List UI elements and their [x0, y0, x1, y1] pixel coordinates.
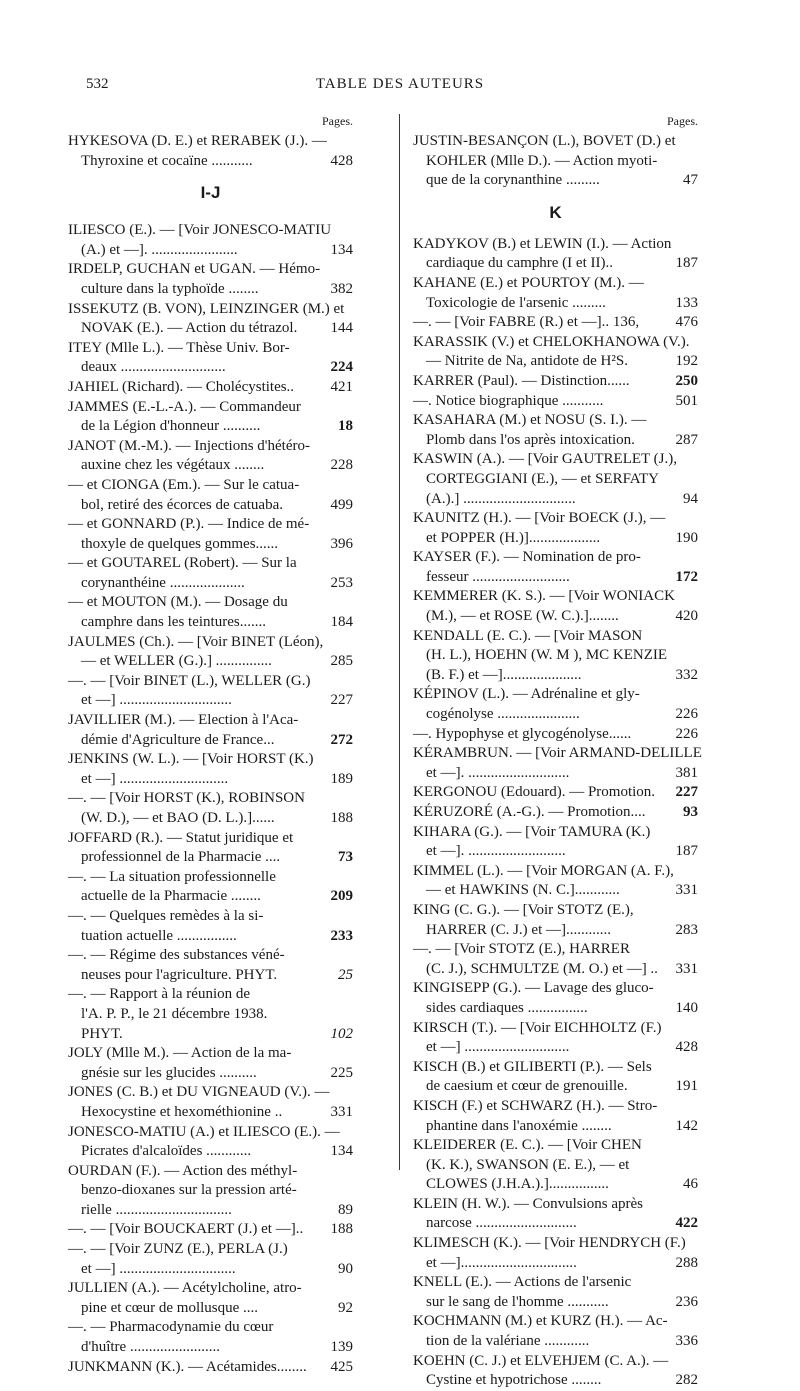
entry-line: JONESCO-MATIU (A.) et ILIESCO (E.). — — [68, 1123, 340, 1140]
index-entry — [68, 593, 353, 632]
entry-line: KLEIDERER (E. C.). — [Voir CHEN — [413, 1137, 642, 1154]
entry-continuation-line: PHYT. — [81, 1025, 123, 1042]
entry-line: KAYSER (F.). — Nomination de pro- — [413, 549, 641, 566]
index-entry — [413, 235, 698, 274]
entry-continuation-line: tuation actuelle ................ — [81, 927, 237, 944]
entry-continuation-line: phantine dans l'anoxémie ........ — [426, 1117, 612, 1134]
entry-line: KÉRAMBRUN. — [Voir ARMAND-DELILLE — [413, 745, 702, 762]
entry-line: —. Hypophyse et glycogénolyse...... — [413, 725, 632, 742]
entry-continuation-line: — Nitrite de Na, antidote de H²S. — [426, 353, 628, 370]
entry-page-number: 224 — [330, 359, 353, 376]
entry-line: KISCH (B.) et GILIBERTI (P.). — Sels — [413, 1058, 652, 1075]
right-top-entries — [413, 132, 698, 191]
entry-line: —. — [Voir BOUCKAERT (J.) et —].. — [68, 1221, 304, 1238]
index-entry — [413, 1019, 698, 1058]
entry-continuation-line: culture dans la typhoïde ........ — [81, 280, 259, 297]
entry-line: KERGONOU (Edouard). — Promotion. — [413, 784, 656, 801]
section-heading-k: K — [549, 202, 562, 222]
entry-continuation-line: CLOWES (J.H.A.).]................ — [426, 1176, 609, 1193]
entry-page-number: 73 — [338, 849, 353, 866]
entry-continuation-line: auxine chez les végétaux ........ — [81, 457, 265, 474]
index-entry — [413, 1312, 698, 1351]
entry-continuation-line: de la Légion d'honneur .......... — [81, 418, 261, 435]
entry-page-number: 332 — [675, 666, 698, 683]
entry-page-number: 233 — [330, 927, 353, 944]
entry-continuation-line: que de la corynanthine ......... — [426, 172, 600, 189]
entry-page-number: 331 — [675, 960, 698, 977]
entry-line: — et CIONGA (Em.). — Sur le catua- — [68, 476, 300, 493]
index-entry — [68, 1279, 353, 1318]
entry-continuation-line: Toxicologie de l'arsenic ......... — [426, 294, 606, 311]
entry-line: —. — La situation professionnelle — [68, 868, 276, 885]
entry-continuation-line: benzo-dioxanes sur la pression arté- — [81, 1182, 297, 1199]
entry-page-number: 331 — [330, 1103, 353, 1120]
index-entry — [68, 1220, 353, 1240]
entry-continuation-line: sides cardiaques ................ — [426, 999, 588, 1016]
index-entry — [413, 862, 698, 901]
entry-line: OURDAN (F.). — Action des méthyl- — [68, 1162, 298, 1179]
index-entry — [68, 633, 353, 672]
entry-line: KINGISEPP (G.). — Lavage des gluco- — [413, 980, 654, 997]
entry-page-number: 93 — [683, 804, 698, 820]
entry-line: KLEIN (H. W.). — Convulsions après — [413, 1195, 643, 1212]
entry-page-number: 226 — [675, 725, 698, 742]
entry-line: —. — [Voir BINET (L.), WELLER (G.) — [68, 672, 311, 689]
entry-line: JULLIEN (A.). — Acétylcholine, atro- — [68, 1280, 302, 1297]
index-entry — [68, 711, 353, 750]
index-entry — [68, 1044, 353, 1083]
entry-page-number: 134 — [330, 241, 353, 258]
index-entry — [68, 378, 353, 398]
entry-line: —. — Quelques remèdes à la si- — [68, 907, 264, 924]
entry-line: IRDELP, GUCHAN et UGAN. — Hémo- — [68, 261, 321, 278]
left-column — [68, 110, 353, 1377]
entry-continuation-line: l'A. P. P., le 21 décembre 1938. — [81, 1005, 268, 1022]
entry-page-number: 336 — [675, 1333, 698, 1350]
entry-page-number: 47 — [683, 172, 698, 189]
index-entry — [413, 1234, 698, 1273]
entry-continuation-line: (A.).] .............................. — [426, 490, 576, 507]
entry-line: KÉPINOV (L.). — Adrénaline et gly- — [413, 686, 640, 703]
index-entry — [68, 260, 353, 299]
entry-line: KAHANE (E.) et POURTOY (M.). — — [413, 274, 644, 291]
entry-continuation-line: et —] ............................ — [426, 1039, 570, 1056]
entry-page-number: 250 — [675, 372, 698, 389]
index-entry — [68, 946, 353, 985]
entry-line: KASWIN (A.). — [Voir GAUTRELET (J.), — [413, 451, 677, 468]
column-divider — [399, 114, 400, 1170]
entry-continuation-line: et —] ............................... — [81, 1260, 236, 1277]
entry-continuation-line: CORTEGGIANI (E.), — et SERFATY — [426, 470, 659, 487]
entry-page-number: 25 — [338, 966, 353, 983]
entry-page-number: 191 — [675, 1078, 698, 1095]
index-entry — [68, 985, 353, 1044]
entry-page-number: 140 — [675, 999, 698, 1016]
entry-line: KOEHN (C. J.) et ELVEHJEM (C. A.). — — [413, 1352, 669, 1369]
entry-continuation-line: pine et cœur de mollusque .... — [81, 1299, 259, 1316]
entry-page-number: 89 — [338, 1201, 353, 1218]
entry-continuation-line: (H. L.), HOEHN (W. M ), MC KENZIE — [426, 647, 668, 664]
entry-continuation-line: NOVAK (E.). — Action du tétrazol. — [81, 320, 298, 337]
index-entry — [68, 300, 353, 339]
entry-page-number: 209 — [330, 888, 353, 905]
entry-line: JANOT (M.-M.). — Injections d'hétéro- — [68, 437, 310, 454]
index-entry — [413, 901, 698, 940]
left-top-entries — [68, 132, 353, 171]
entry-line: KAUNITZ (H.). — [Voir BOECK (J.), — — [413, 510, 666, 527]
entry-continuation-line: (W. D.), — et BAO (D. L.).]...... — [81, 810, 275, 826]
entry-line: KARRER (Paul). — Distinction...... — [413, 372, 630, 389]
entry-line: JAHIEL (Richard). — Cholécystites.. — [68, 378, 295, 395]
index-entry — [413, 1273, 698, 1312]
index-entry — [68, 1240, 353, 1279]
section-heading-ij: I-J — [200, 183, 221, 203]
entry-page-number: 381 — [675, 764, 698, 781]
entry-continuation-line: bol, retiré des écorces de catuaba. — [81, 496, 283, 513]
index-entry — [68, 1162, 353, 1221]
index-entry — [68, 339, 353, 378]
entry-page-number: 428 — [675, 1039, 698, 1056]
entry-page-number: 283 — [675, 921, 698, 938]
entry-page-number: 228 — [330, 457, 353, 474]
entry-page-number: 192 — [675, 353, 698, 370]
entry-continuation-line: deaux ............................ — [81, 359, 226, 376]
entry-line: JOFFARD (R.). — Statut juridique et — [68, 829, 294, 846]
index-entry — [68, 554, 353, 593]
index-entry — [68, 1083, 353, 1122]
entry-continuation-line: sur le sang de l'homme ........... — [426, 1293, 609, 1310]
entry-page-number: 382 — [330, 280, 353, 297]
entry-page-number: 172 — [675, 568, 698, 585]
entry-continuation-line: de caesium et cœur de grenouille. — [426, 1078, 628, 1095]
entry-line: KNELL (E.). — Actions de l'arsenic — [413, 1274, 632, 1291]
index-entry — [413, 1136, 698, 1195]
index-entry — [413, 783, 698, 803]
entry-page-number: 272 — [330, 731, 353, 748]
entry-continuation-line: et POPPER (H.)]................... — [426, 529, 601, 546]
index-entry — [413, 411, 698, 450]
index-entry — [68, 221, 353, 260]
entry-line: — et GOUTAREL (Robert). — Sur la — [68, 555, 297, 572]
index-entry — [413, 333, 698, 372]
entry-line: —. Notice biographique ........... — [413, 392, 604, 409]
index-entry — [413, 132, 698, 191]
entry-continuation-line: et —] .............................. — [81, 692, 232, 709]
entry-continuation-line: gnésie sur les glucides .......... — [81, 1064, 257, 1081]
index-entry — [68, 868, 353, 907]
index-entry — [413, 685, 698, 724]
right-column — [413, 110, 702, 1391]
index-entry — [68, 907, 353, 946]
index-entry — [413, 1352, 698, 1391]
entry-line: KENDALL (E. C.). — [Voir MASON — [413, 627, 643, 644]
index-entry — [413, 372, 698, 392]
entry-page-number: 501 — [675, 392, 698, 409]
entry-continuation-line: fesseur .......................... — [426, 568, 570, 585]
entry-continuation-line: (A.) et —]. ....................... — [81, 241, 238, 258]
entry-page-number: 288 — [675, 1254, 698, 1271]
entry-continuation-line: (K. K.), SWANSON (E. E.), — et — [426, 1156, 630, 1173]
entry-continuation-line: rielle ............................... — [81, 1201, 232, 1218]
entry-page-number: 184 — [330, 614, 353, 631]
index-entry — [68, 1358, 353, 1378]
index-entry — [68, 476, 353, 515]
entry-line: JENKINS (W. L.). — [Voir HORST (K.) — [68, 751, 314, 768]
index-entry — [413, 274, 698, 313]
entry-continuation-line: démie d'Agriculture de France... — [81, 731, 275, 748]
entry-continuation-line: actuelle de la Pharmacie ........ — [81, 888, 261, 905]
entry-continuation-line: et —]. ........................... — [426, 764, 570, 781]
entry-page-number: 226 — [675, 706, 698, 723]
running-title: TABLE DES AUTEURS — [315, 76, 485, 92]
entry-line: JAVILLIER (M.). — Election à l'Aca- — [68, 712, 299, 729]
entry-page-number: 422 — [675, 1215, 698, 1232]
entry-line: KIRSCH (T.). — [Voir EICHHOLTZ (F.) — [413, 1019, 662, 1036]
index-entry — [413, 940, 698, 979]
entry-continuation-line: KOHLER (Mlle D.). — Action myoti- — [426, 152, 658, 169]
entry-page-number: 188 — [330, 810, 353, 826]
index-entry — [68, 789, 353, 828]
entry-continuation-line: corynanthéine .................... — [81, 574, 245, 591]
entry-page-number: 133 — [675, 294, 698, 311]
entry-continuation-line: — et HAWKINS (N. C.]............ — [426, 882, 620, 899]
entry-line: KIHARA (G.). — [Voir TAMURA (K.) — [413, 823, 651, 840]
entry-page-number: 188 — [330, 1221, 353, 1238]
index-entry — [68, 1318, 353, 1357]
entry-line: — et MOUTON (M.). — Dosage du — [68, 594, 288, 611]
right-entries — [413, 235, 702, 1391]
index-entry — [68, 132, 353, 171]
entry-page-number: 189 — [330, 770, 353, 787]
left-entries — [68, 221, 353, 1377]
entry-line: JUNKMANN (K.). — Acétamides........ — [68, 1358, 307, 1375]
entry-page-number: 227 — [330, 692, 353, 709]
index-entry — [68, 672, 353, 711]
entry-page-number: 253 — [330, 574, 353, 591]
index-entry — [68, 515, 353, 554]
index-entry — [413, 823, 698, 862]
index-entry — [413, 803, 698, 823]
entry-page-number: 396 — [330, 535, 353, 552]
entry-page-number: 190 — [675, 529, 698, 546]
entry-page-number: 420 — [675, 608, 698, 625]
entry-line: KIMMEL (L.). — [Voir MORGAN (A. F.), — [413, 862, 674, 879]
index-entry — [68, 829, 353, 868]
entry-page-number: 425 — [330, 1358, 353, 1375]
entry-page-number: 92 — [338, 1299, 353, 1316]
entry-line: JOLY (Mlle M.). — Action de la ma- — [68, 1045, 292, 1062]
entry-line: KLIMESCH (K.). — [Voir HENDRYCH (F.) — [413, 1235, 686, 1252]
entry-continuation-line: Thyroxine et cocaïne ........... — [81, 152, 253, 169]
entry-continuation-line: cardiaque du camphre (I et II).. — [426, 255, 613, 272]
entry-line: —. — [Voir HORST (K.), ROBINSON — [68, 790, 305, 807]
index-entry — [68, 437, 353, 476]
entry-continuation-line: thoxyle de quelques gommes...... — [81, 535, 279, 552]
entry-line: KÉRUZORÉ (A.-G.). — Promotion.... — [413, 804, 646, 820]
entry-continuation-line: HARRER (C. J.) et —]............ — [426, 921, 611, 938]
entry-line: ITEY (Mlle L.). — Thèse Univ. Bor- — [68, 339, 290, 356]
entry-line: JUSTIN-BESANÇON (L.), BOVET (D.) et — [413, 133, 676, 149]
entry-page-number: 144 — [330, 320, 353, 337]
entry-page-number: 282 — [675, 1372, 698, 1389]
entry-page-number: 90 — [338, 1260, 353, 1277]
entry-line: ISSEKUTZ (B. VON), LEINZINGER (M.) et — [68, 300, 345, 317]
entry-page-number: 227 — [675, 784, 698, 801]
entry-line: —. — [Voir ZUNZ (E.), PERLA (J.) — [68, 1241, 288, 1258]
index-entry — [413, 450, 698, 509]
entry-continuation-line: Picrates d'alcaloïdes ............ — [81, 1143, 252, 1160]
index-entry — [68, 1123, 353, 1162]
entry-line: HYKESOVA (D. E.) et RERABEK (J.). — — [68, 133, 327, 149]
entry-continuation-line: — et WELLER (G.).] ............... — [81, 653, 272, 670]
entry-continuation-line: et —]............................... — [426, 1254, 577, 1271]
entry-line: KISCH (F.) et SCHWARZ (H.). — Stro- — [413, 1097, 658, 1114]
entry-page-number: 476 — [675, 314, 698, 331]
page-number: 532 — [86, 76, 109, 92]
entry-line: JAULMES (Ch.). — [Voir BINET (Léon), — [68, 633, 324, 650]
entry-page-number: 287 — [675, 431, 698, 448]
index-entry — [413, 627, 698, 686]
index-entry — [413, 744, 702, 783]
entry-line: KING (C. G.). — [Voir STOTZ (E.), — [413, 901, 634, 918]
index-entry — [413, 725, 698, 745]
entry-page-number: 187 — [675, 843, 698, 860]
index-entry — [68, 750, 353, 789]
entry-continuation-line: professionnel de la Pharmacie .... — [81, 849, 281, 866]
index-entry — [413, 392, 698, 412]
pages-label-left: Pages. — [322, 114, 353, 128]
entry-line: — et GONNARD (P.). — Indice de mé- — [68, 516, 310, 533]
entry-line: —. — Rapport à la réunion de — [68, 986, 251, 1003]
entry-continuation-line: Plomb dans l'os après intoxication. — [426, 431, 635, 448]
index-entry — [413, 1097, 698, 1136]
entry-page-number: 236 — [675, 1293, 698, 1310]
entry-continuation-line: cogénolyse ...................... — [426, 706, 580, 723]
entry-page-number: 139 — [330, 1339, 353, 1356]
entry-line: JONES (C. B.) et DU VIGNEAUD (V.). — — [68, 1084, 330, 1101]
entry-page-number: 285 — [330, 653, 353, 670]
entry-page-number: 499 — [330, 496, 353, 513]
entry-continuation-line: (B. F.) et —]..................... — [426, 666, 582, 683]
entry-line: KOCHMANN (M.) et KURZ (H.). — Ac- — [413, 1313, 668, 1330]
entry-page-number: 428 — [330, 152, 353, 169]
entry-page-number: 225 — [330, 1064, 353, 1081]
entry-continuation-line: (M.), — et ROSE (W. C.).]........ — [426, 608, 619, 625]
entry-line: ILIESCO (E.). — [Voir JONESCO-MATIU — [68, 222, 332, 239]
entry-line: KADYKOV (B.) et LEWIN (I.). — Action — [413, 235, 672, 252]
entry-continuation-line: tion de la valériane ............ — [426, 1333, 590, 1350]
entry-continuation-line: et —] ............................. — [81, 770, 229, 787]
entry-continuation-line: et —]. .......................... — [426, 843, 566, 860]
index-entry — [68, 398, 353, 437]
index-entry — [413, 587, 698, 626]
entry-continuation-line: camphre dans les teintures....... — [81, 614, 266, 631]
entry-continuation-line: neuses pour l'agriculture. PHYT. — [81, 966, 278, 983]
entry-page-number: 102 — [330, 1025, 353, 1042]
index-entry — [413, 548, 698, 587]
entry-page-number: 187 — [675, 255, 698, 272]
entry-continuation-line: (C. J.), SCHMULTZE (M. O.) et —] .. — [426, 960, 658, 977]
pages-label-right: Pages. — [667, 114, 698, 128]
index-entry — [413, 509, 698, 548]
entry-page-number: 46 — [683, 1176, 698, 1193]
entry-line: KEMMERER (K. S.). — [Voir WONIACK — [413, 588, 675, 605]
entry-page-number: 421 — [330, 378, 353, 395]
index-entry — [413, 1195, 698, 1234]
entry-line: —. — Régime des substances véné- — [68, 947, 285, 964]
index-entry — [413, 313, 698, 333]
index-entry — [413, 979, 698, 1018]
entry-line: —. — [Voir FABRE (R.) et —].. 136, — [413, 314, 640, 331]
entry-continuation-line: Cystine et hypotrichose ........ — [426, 1372, 602, 1389]
entry-line: JAMMES (E.-L.-A.). — Commandeur — [68, 398, 301, 415]
entry-page-number: 331 — [675, 882, 698, 899]
entry-line: —. — Pharmacodynamie du cœur — [68, 1319, 274, 1336]
entry-line: KASAHARA (M.) et NOSU (S. I.). — — [413, 412, 647, 429]
entry-continuation-line: d'huître ........................ — [81, 1339, 220, 1356]
entry-line: KARASSIK (V.) et CHELOKHANOWA (V.). — [413, 333, 690, 350]
entry-page-number: 18 — [338, 418, 353, 435]
entry-page-number: 94 — [683, 490, 698, 507]
entry-page-number: 134 — [330, 1143, 353, 1160]
entry-continuation-line: narcose ........................... — [426, 1215, 577, 1232]
entry-continuation-line: Hexocystine et hexométhionine .. — [81, 1103, 283, 1120]
entry-page-number: 142 — [675, 1117, 698, 1134]
entry-line: —. — [Voir STOTZ (E.), HARRER — [413, 941, 630, 958]
index-entry — [413, 1058, 698, 1097]
